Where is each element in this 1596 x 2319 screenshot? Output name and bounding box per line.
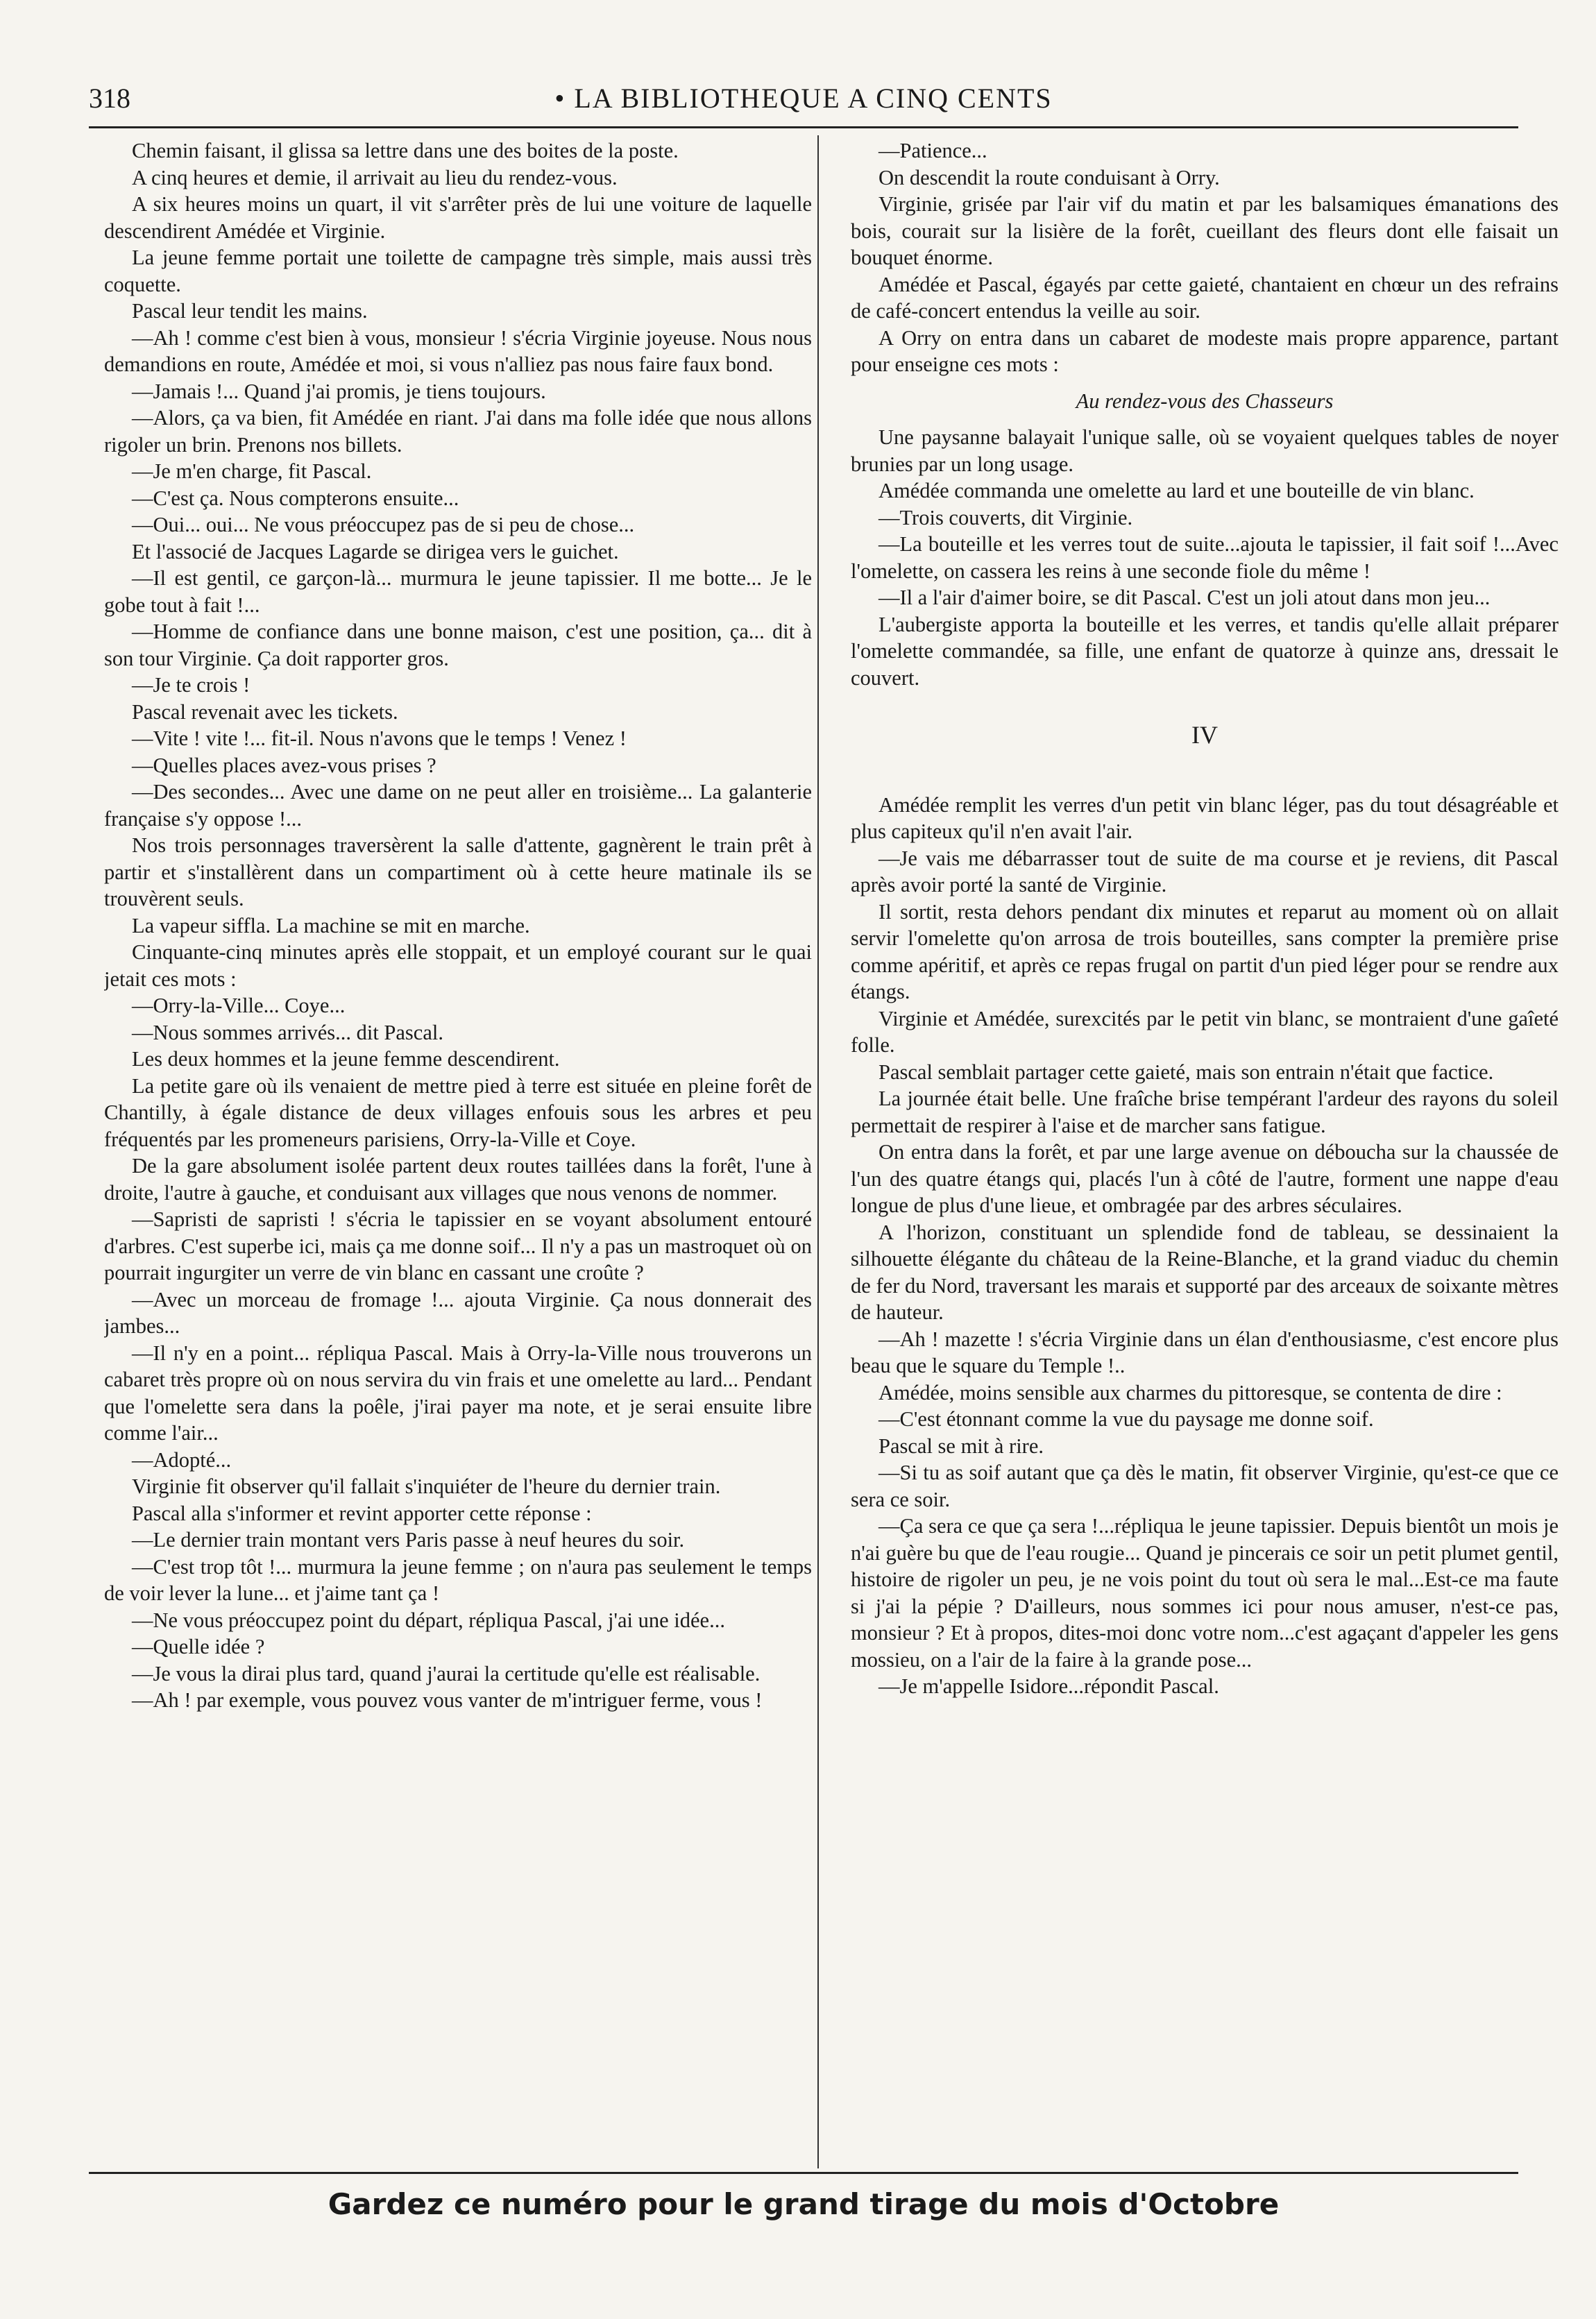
paragraph: —Avec un morceau de fromage !... ajouta Virginie. Ça nous donnerait des jambes... bbox=[104, 1287, 812, 1338]
paragraph: On descendit la route conduisant à Orry. bbox=[878, 165, 1220, 189]
paragraph: —Il n'y en a point... répliqua Pascal. Mais à Orry-la-Ville nous trouverons un cabaret très propre où on nous servira du vin frais et une omelette au lard... Pendant que l'omelette sera dans la poêle, j'irai payer ma note, et je serai ensuite libre comme l'air... bbox=[104, 1341, 812, 1445]
paragraph: Cinquante-cinq minutes après elle stoppait, et un employé courant sur le quai jetait ces mots : bbox=[104, 940, 812, 991]
paragraph: L'aubergiste apporta la bouteille et les verres, et tandis qu'elle allait préparer l'omelette commandée, sa fille, une enfant de quatorze à quinze ans, dressait le couvert. bbox=[851, 612, 1559, 690]
paragraph: —Ah ! mazette ! s'écria Virginie dans un élan d'enthousiasme, c'est encore plus beau que le square du Temple !.. bbox=[851, 1327, 1559, 1377]
paragraph: Une paysanne balayait l'unique salle, où se voyaient quelques tables de noyer brunies par un long usage. bbox=[851, 425, 1559, 476]
paragraph: —Quelle idée ? bbox=[132, 1635, 265, 1658]
paragraph: —Le dernier train montant vers Paris passe à neuf heures du soir. bbox=[132, 1528, 685, 1552]
paragraph: Amédée et Pascal, égayés par cette gaieté, chantaient en chœur un des refrains de café-concert entendus la veille au soir. bbox=[851, 272, 1559, 323]
paragraph: Amédée commanda une omelette au lard et une bouteille de vin blanc. bbox=[878, 479, 1475, 502]
paragraph: —Ah ! comme c'est bien à vous, monsieur ! s'écria Virginie joyeuse. Nous nous demandions en route, Amédée et moi, si vous n'alliez pas nous faire faux bond. bbox=[104, 325, 812, 376]
footer-notice: Gardez ce numéro pour le grand tirage du mois d'Octobre bbox=[328, 2187, 1280, 2221]
paragraph: On entra dans la forêt, et par une large avenue on déboucha sur la chaussée de l'un des quatre étangs qui, placés l'un à côté de l'autre, forment une nappe d'eau longue de plus d'une lieue, et ombragée par des arbres séculaires. bbox=[851, 1140, 1559, 1217]
paragraph: Pascal se mit à rire. bbox=[878, 1434, 1044, 1458]
paragraph: —C'est étonnant comme la vue du paysage me donne soif. bbox=[878, 1407, 1374, 1431]
paragraph: —Je te crois ! bbox=[132, 673, 251, 697]
chapter-heading: IV bbox=[1191, 721, 1218, 749]
paragraph: —Ah ! par exemple, vous pouvez vous vanter de m'intriguer ferme, vous ! bbox=[132, 1688, 763, 1712]
running-title: • LA BIBLIOTHEQUE A CINQ CENTS bbox=[554, 83, 1053, 114]
paragraph: —Je m'appelle Isidore...répondit Pascal. bbox=[878, 1674, 1219, 1698]
paragraph: —Vite ! vite !... fit-il. Nous n'avons que le temps ! Venez ! bbox=[132, 727, 627, 750]
paragraph: La jeune femme portait une toilette de campagne très simple, mais aussi très coquette. bbox=[104, 246, 812, 296]
page-number: 318 bbox=[89, 83, 130, 114]
paragraph: Virginie fit observer qu'il fallait s'inquiéter de l'heure du dernier train. bbox=[132, 1475, 721, 1498]
paragraph: Amédée remplit les verres d'un petit vin blanc léger, pas du tout désagréable et plus capiteux qu'il n'en avait l'air. bbox=[851, 792, 1559, 843]
paragraph: Pascal semblait partager cette gaieté, mais son entrain n'était que factice. bbox=[878, 1060, 1494, 1084]
paragraph: —Ne vous préoccupez point du départ, répliqua Pascal, j'ai une idée... bbox=[132, 1608, 725, 1632]
right-column-part-c bbox=[851, 792, 1559, 1700]
paragraph: De la gare absolument isolée partent deux routes taillées dans la forêt, l'une à droite, l'autre à gauche, et conduisant aux villages que nous venons de nommer. bbox=[104, 1154, 812, 1205]
right-column bbox=[851, 137, 1559, 2164]
paragraph: —Si tu as soif autant que ça dès le matin, fit observer Virginie, qu'est-ce que ce sera ce soir. bbox=[851, 1461, 1559, 1511]
paragraph: —Il est gentil, ce garçon-là... murmura le jeune tapissier. Il me botte... Je le gobe tout à fait !... bbox=[104, 566, 812, 617]
paragraph: —Patience... bbox=[878, 139, 987, 162]
paragraph: Pascal alla s'informer et revint apporter cette réponse : bbox=[132, 1501, 592, 1525]
paragraph: Chemin faisant, il glissa sa lettre dans une des boites de la poste. bbox=[132, 139, 679, 162]
column-divider bbox=[817, 135, 819, 2168]
cabaret-sign: Au rendez-vous des Chasseurs bbox=[1076, 389, 1334, 413]
paragraph: —La bouteille et les verres tout de suite...ajouta le tapissier, il fait soif !...Avec l'omelette, on cassera les reins à une seconde fiole du même ! bbox=[851, 532, 1559, 583]
paragraph: —Oui... oui... Ne vous préoccupez pas de si peu de chose... bbox=[132, 513, 635, 536]
footer-rule bbox=[89, 2172, 1518, 2174]
paragraph: Virginie et Amédée, surexcités par le petit vin blanc, se montraient d'une gaîeté folle. bbox=[851, 1006, 1559, 1057]
paragraph: —Des secondes... Avec une dame on ne peut aller en troisième... La galanterie française s'y oppose !... bbox=[104, 780, 812, 831]
paragraph: —Alors, ça va bien, fit Amédée en riant. J'ai dans ma folle idée que nous allons rigoler un brin. Prenons nos billets. bbox=[104, 406, 812, 457]
paragraph: —Sapristi de sapristi ! s'écria le tapissier en se voyant absolument entouré d'arbres. C'est superbe ici, mais ça me donne soif... Il n'y a pas un mastroquet où on pourrait ingurgiter un verre de vin blanc en cassant une croûte ? bbox=[104, 1207, 812, 1284]
paragraph: —C'est ça. Nous compterons ensuite... bbox=[132, 486, 459, 510]
paragraph: —Je m'en charge, fit Pascal. bbox=[132, 459, 372, 483]
paragraph: —C'est trop tôt !... murmura la jeune femme ; on n'aura pas seulement le temps de voir lever la lune... et j'aime tant ça ! bbox=[104, 1554, 812, 1605]
paragraph: A six heures moins un quart, il vit s'arrêter près de lui une voiture de laquelle descendirent Amédée et Virginie. bbox=[104, 192, 812, 243]
paragraph: La petite gare où ils venaient de mettre pied à terre est située en pleine forêt de Chantilly, à égale distance de deux villages enfouis sous les arbres et peu fréquentés par les promeneurs parisiens, Orry-la-Ville et Coye. bbox=[104, 1073, 812, 1151]
paragraph: Pascal leur tendit les mains. bbox=[132, 299, 368, 323]
paragraph: A cinq heures et demie, il arrivait au lieu du rendez-vous. bbox=[132, 165, 618, 189]
paragraph: La journée était belle. Une fraîche brise tempérant l'ardeur des rayons du soleil permettait de respirer à l'aise et de marcher sans fatigue. bbox=[851, 1087, 1559, 1137]
paragraph: —Homme de confiance dans une bonne maison, c'est une position, ça... dit à son tour Virginie. Ça doit rapporter gros. bbox=[104, 620, 812, 670]
paragraph: Il sortit, resta dehors pendant dix minutes et reparut au moment où on allait servir l'omelette qu'on arrosa de trois bouteilles, sans compter la première prise comme apéritif, et après ce repas frugal on partit d'un pied léger pour se rendre aux étangs. bbox=[851, 899, 1559, 1003]
paragraph: Pascal revenait avec les tickets. bbox=[132, 699, 398, 724]
right-column-part-a bbox=[851, 137, 1559, 378]
paragraph: —Adopté... bbox=[132, 1447, 232, 1472]
paragraph: Virginie, grisée par l'air vif du matin et par les balsamiques émanations des bois, courait sur la lisière de la forêt, cueillant des fleurs dont elle faisait un bouquet énorme. bbox=[851, 192, 1559, 269]
paragraph: —Il a l'air d'aimer boire, se dit Pascal. C'est un joli atout dans mon jeu... bbox=[878, 586, 1491, 609]
paragraph: —Orry-la-Ville... Coye... bbox=[132, 994, 346, 1017]
paragraph: —Je vous la dirai plus tard, quand j'aurai la certitude qu'elle est réalisable. bbox=[132, 1661, 761, 1685]
paragraph: —Jamais !... Quand j'ai promis, je tiens toujours. bbox=[132, 379, 546, 403]
paragraph: A l'horizon, constituant un splendide fond de tableau, se dessinaient la silhouette élégante du château de la Reine-Blanche, et la grand viaduc du chemin de fer du Nord, traversant les marais et supporté par des arceaux de soixante mètres de hauteur. bbox=[851, 1220, 1559, 1324]
paragraph: —Ça sera ce que ça sera !...répliqua le jeune tapissier. Depuis bientôt un mois je n'ai guère bu que de l'eau rougie... Quand je pincerais ce soir un petit plumet gentil, histoire de rigoler un peu, je ne vois point du tout où sera le mal...Est-ce ma faute si j'ai la pépie ? D'ailleurs, nous sommes ici pour nous amuser, n'est-ce pas, monsieur ? Et à propos, dites-moi donc votre nom...c'est agaçant d'appeler les gens mossieu, on a l'air de la faire à la grande pose... bbox=[851, 1514, 1559, 1672]
paragraph: Et l'associé de Jacques Lagarde se dirigea vers le guichet. bbox=[132, 539, 619, 563]
paragraph: —Je vais me débarrasser tout de suite de ma course et je reviens, dit Pascal après avoir porté la santé de Virginie. bbox=[851, 846, 1559, 897]
paragraph: A Orry on entra dans un cabaret de modeste mais propre apparence, partant pour enseigne ces mots : bbox=[851, 325, 1559, 376]
paragraph: —Trois couverts, dit Virginie. bbox=[878, 505, 1133, 529]
paragraph: —Quelles places avez-vous prises ? bbox=[132, 753, 436, 777]
paragraph: Les deux hommes et la jeune femme descendirent. bbox=[132, 1047, 560, 1071]
page-header bbox=[89, 82, 1518, 124]
paragraph: La vapeur siffla. La machine se mit en marche. bbox=[132, 913, 530, 937]
paragraph: Amédée, moins sensible aux charmes du pittoresque, se contenta de dire : bbox=[878, 1380, 1502, 1404]
header-rule bbox=[89, 126, 1518, 128]
paragraph: Nos trois personnages traversèrent la salle d'attente, gagnèrent le train prêt à partir et s'installèrent dans un compartiment où à cette heure matinale ils se trouvèrent seuls. bbox=[104, 833, 812, 910]
left-column bbox=[104, 137, 812, 2164]
paragraph: —Nous sommes arrivés... dit Pascal. bbox=[132, 1020, 443, 1044]
right-column-part-b bbox=[851, 424, 1559, 691]
